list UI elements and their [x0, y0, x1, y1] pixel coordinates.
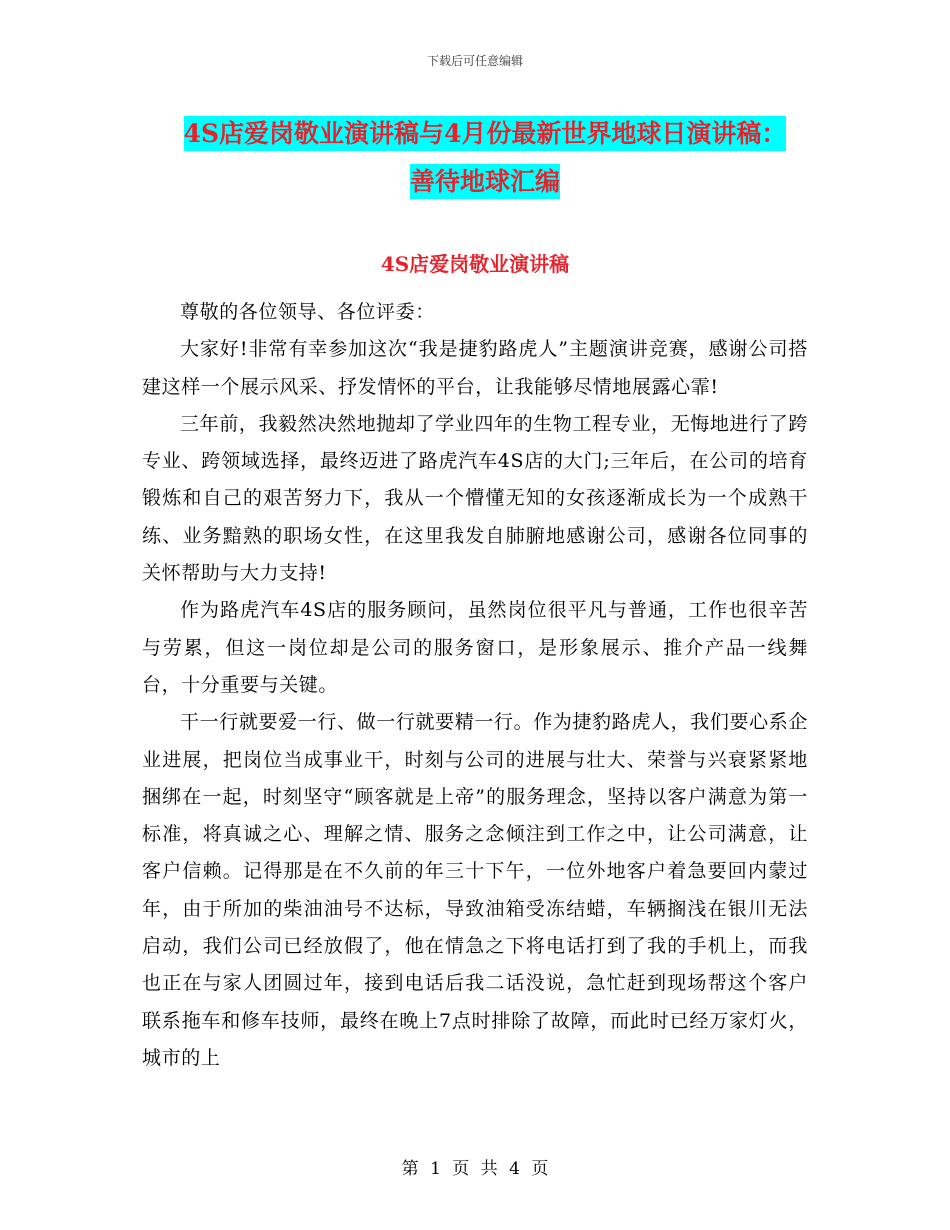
- document-title: [140, 110, 830, 206]
- page-header-note: 下载后可任意编辑: [426, 54, 523, 68]
- section-title: 4S店爱岗敬业演讲稿: [380, 252, 570, 276]
- paragraph-salutation: 尊敬的各位领导、各位评委：: [180, 301, 435, 323]
- paragraph: 大家好!非常有幸参加这次“我是捷豹路虎人”主题演讲竞赛，感谢公司搭建这样一个展示风采、抒发情怀的平台，让我能够尽情地展露心霏!: [142, 338, 808, 398]
- paragraph: 干一行就要爱一行、做一行就要精一行。作为捷豹路虎人，我们要心系企业进展，把岗位当成事业干，时刻与公司的进展与壮大、荣誉与兴衰紧紧地捆绑在一起，时刻坚守“顾客就是上帝”的服务理念，坚持以客户满意为第一标准，将真诚之心、理解之情、服务之念倾注到工作之中，让公司满意，让客户信赖。记得那是在不久前的年三十下午，一位外地客户着急要回内蒙过年，由于所加的柴油油号不达标，导致油箱受冻结蜡，车辆搁浅在银川无法启动，我们公司已经放假了，他在情急之下将电话打到了我的手机上，而我也正在与家人团圆过年，接到电话后我二话没说，急忙赶到现场帮这个客户联系拖车和修车技师，最终在晚上7点时排除了故障，而此时已经万家灯火，城市的上: [142, 711, 808, 1069]
- paragraph: 三年前，我毅然决然地抛却了学业四年的生物工程专业，无悔地进行了跨专业、跨领域选择，最终迈进了路虎汽车4S店的大门;三年后，在公司的培育锻炼和自己的艰苦努力下，我从一个懵懂无知的女孩逐渐成长为一个成熟干练、业务黯熟的职场女性，在这里我发自肺腑地感谢公司，感谢各位同事的关怀帮助与大力支持!: [142, 412, 808, 585]
- page-number-footer: 第 1 页 共 4 页: [401, 1159, 549, 1179]
- document-title-line-1: 4S店爱岗敬业演讲稿与4月份最新世界地球日演讲稿：: [184, 116, 787, 151]
- paragraph: 作为路虎汽车4S店的服务顾问，虽然岗位很平凡与普通，工作也很辛苦与劳累，但这一岗位却是公司的服务窗口，是形象展示、推介产品一线舞台，十分重要与关键。: [142, 599, 808, 696]
- document-title-line-2: 善待地球汇编: [410, 164, 560, 199]
- document-body: [142, 294, 808, 1077]
